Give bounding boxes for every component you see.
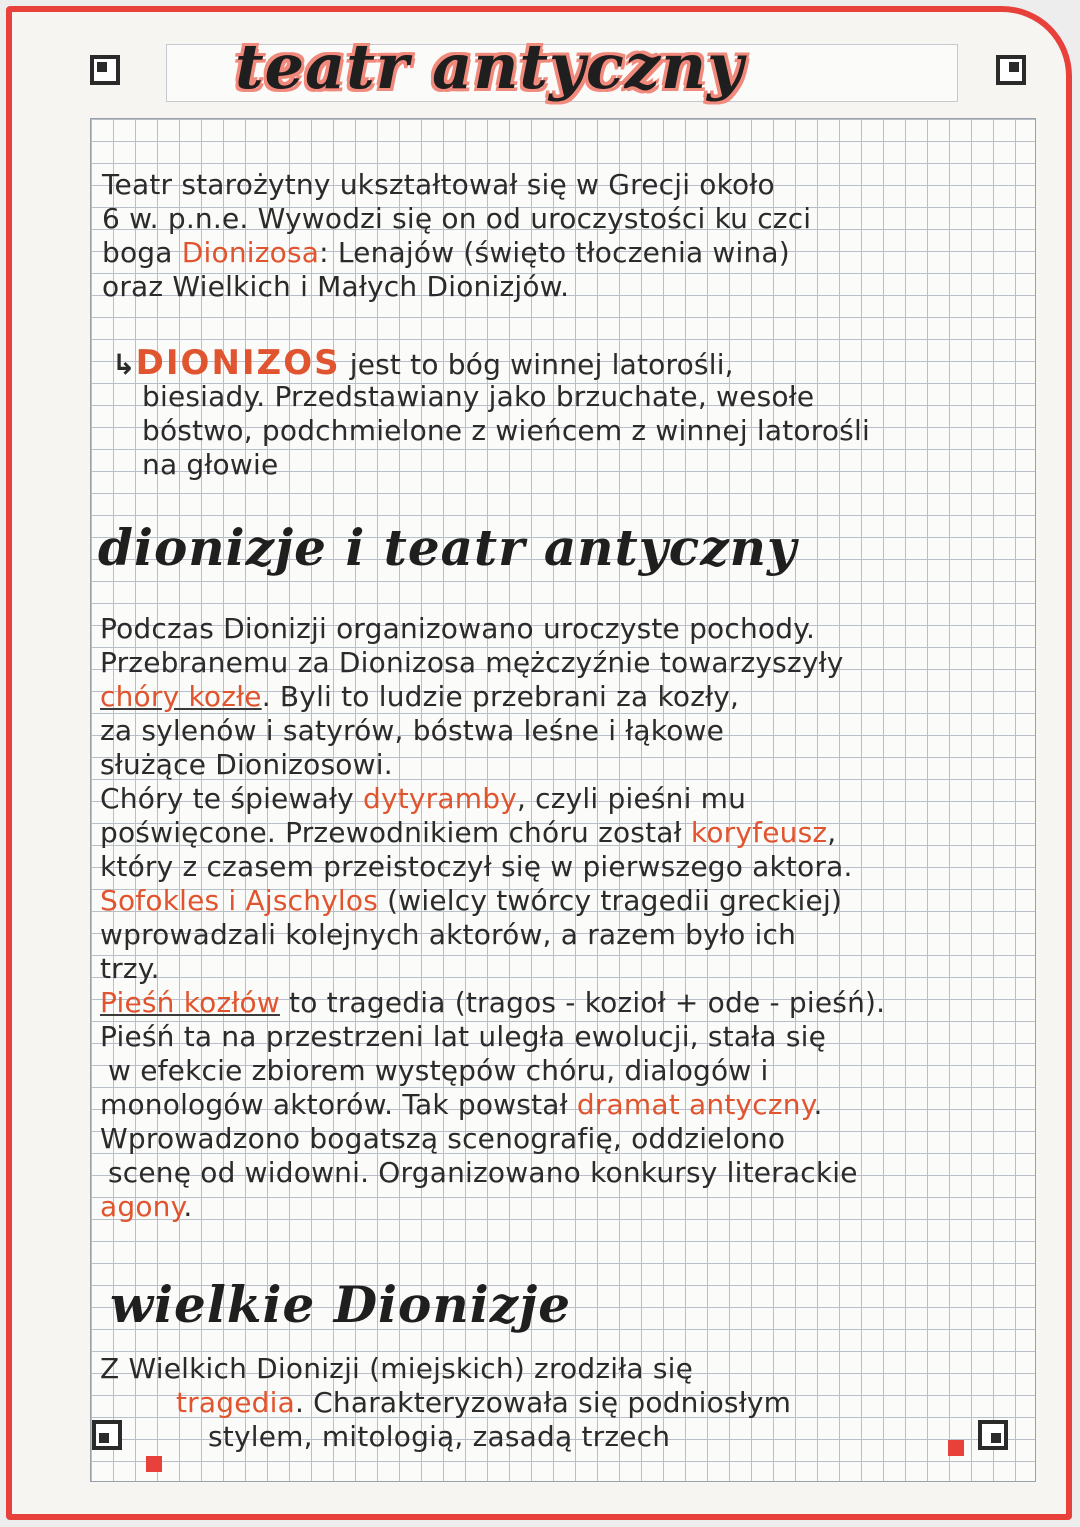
s1-line-1: Podczas Dionizji organizowano uroczyste pochody. — [100, 612, 816, 645]
dionizos-line-2: biesiady. Przedstawiany jako brzuchate, wesołe — [142, 380, 815, 413]
dionizos-line-3: bóstwo, podchmielone z wieńcem z winnej latorośli — [142, 414, 870, 447]
s2-line-2: tragedia. Charakteryzowała się podniosłym — [176, 1386, 792, 1419]
section-heading-wielkie-dionizje: wielkie Dionizje — [110, 1275, 572, 1334]
s1-line-9: Sofokles i Ajschylos (wielcy twórcy tragedii greckiej) — [100, 884, 843, 917]
corner-marker-top-right-icon — [996, 55, 1026, 85]
s1-line-8: który z czasem przeistoczył się w pierwszego aktora. — [100, 850, 853, 883]
s1-line-17: scenę od widowni. Organizowano konkursy literackie — [108, 1156, 858, 1189]
section-heading-dionizje: dionizje i teatr antyczny — [98, 518, 798, 577]
dramat-antyczny-highlight: dramat antyczny — [576, 1088, 814, 1121]
dionizos-paragraph — [112, 343, 870, 482]
s2-line-3: stylem, mitologią, zasadą trzech — [208, 1420, 671, 1453]
s1-line-6: Chóry te śpiewały dytyramby, czyli pieśni mu — [100, 782, 747, 815]
s1-line-2: Przebranemu za Dionizosa mężczyźnie towarzyszyły — [100, 646, 844, 679]
corner-marker-top-left-icon — [90, 55, 120, 85]
dionizos-name: DIONIZOS — [135, 343, 341, 383]
intro-line-3: boga Dionizosa: Lenajów (święto tłoczenia wina) — [102, 236, 790, 269]
intro-line-4: oraz Wielkich i Małych Dionizjów. — [102, 270, 570, 303]
dionizos-highlight: Dionizosa — [181, 236, 320, 269]
s1-line-11: trzy. — [100, 952, 160, 985]
intro-paragraph — [102, 168, 811, 304]
tragedia-highlight: tragedia — [176, 1386, 295, 1419]
dytyramby-highlight: dytyramby — [362, 782, 517, 815]
s1-line-12: Pieśń kozłów to tragedia (tragos - kozioł + ode - pieśń). — [100, 986, 886, 1019]
corner-marker-bottom-right-icon — [978, 1420, 1008, 1450]
s1-line-10: wprowadzali kolejnych aktorów, a razem było ich — [100, 918, 797, 951]
s1-line-13: Pieśń ta na przestrzeni lat uległa ewolucji, stała się — [100, 1020, 827, 1053]
dionizos-line-4: na głowie — [142, 448, 279, 481]
s1-line-7: poświęcone. Przewodnikiem chóru został koryfeusz, — [100, 816, 837, 849]
s1-line-14: w efekcie zbiorem występów chóru, dialogów i — [108, 1054, 769, 1087]
s1-line-4: za sylenów i satyrów, bóstwa leśne i łąkowe — [100, 714, 725, 747]
chory-kozle-highlight: chóry kozłe — [100, 680, 262, 713]
agony-highlight: agony — [100, 1190, 184, 1223]
section2-body — [100, 1352, 791, 1454]
red-square-left — [146, 1456, 162, 1472]
piesn-kozlow-highlight: Pieśń kozłów — [100, 986, 280, 1019]
s1-line-16: Wprowadzono bogatszą scenografię, oddzielono — [100, 1122, 786, 1155]
dionizos-line-1: ↳DIONIZOS jest to bóg winnej latorośli, — [112, 343, 734, 383]
intro-line-1: Teatr starożytny ukształtował się w Grecji około — [102, 168, 775, 201]
intro-line-2: 6 w. p.n.e. Wywodzi się on od uroczystości ku czci — [102, 202, 812, 235]
s1-line-18: agony. — [100, 1190, 193, 1223]
sofokles-ajschylos-highlight: Sofokles i Ajschylos — [100, 884, 379, 917]
section1-body — [100, 612, 885, 1224]
koryfeusz-highlight: koryfeusz — [690, 816, 828, 849]
s1-line-15: monologów aktorów. Tak powstał dramat antyczny. — [100, 1088, 823, 1121]
red-square-right — [948, 1440, 964, 1456]
s2-line-1: Z Wielkich Dionizji (miejskich) zrodziła się — [100, 1352, 694, 1385]
page-title: teatr antyczny — [235, 30, 745, 103]
arrow-right-down-icon: ↳ — [112, 348, 136, 381]
s1-line-5: służące Dionizosowi. — [100, 748, 393, 781]
s1-line-3: chóry kozłe. Byli to ludzie przebrani za kozły, — [100, 680, 740, 713]
